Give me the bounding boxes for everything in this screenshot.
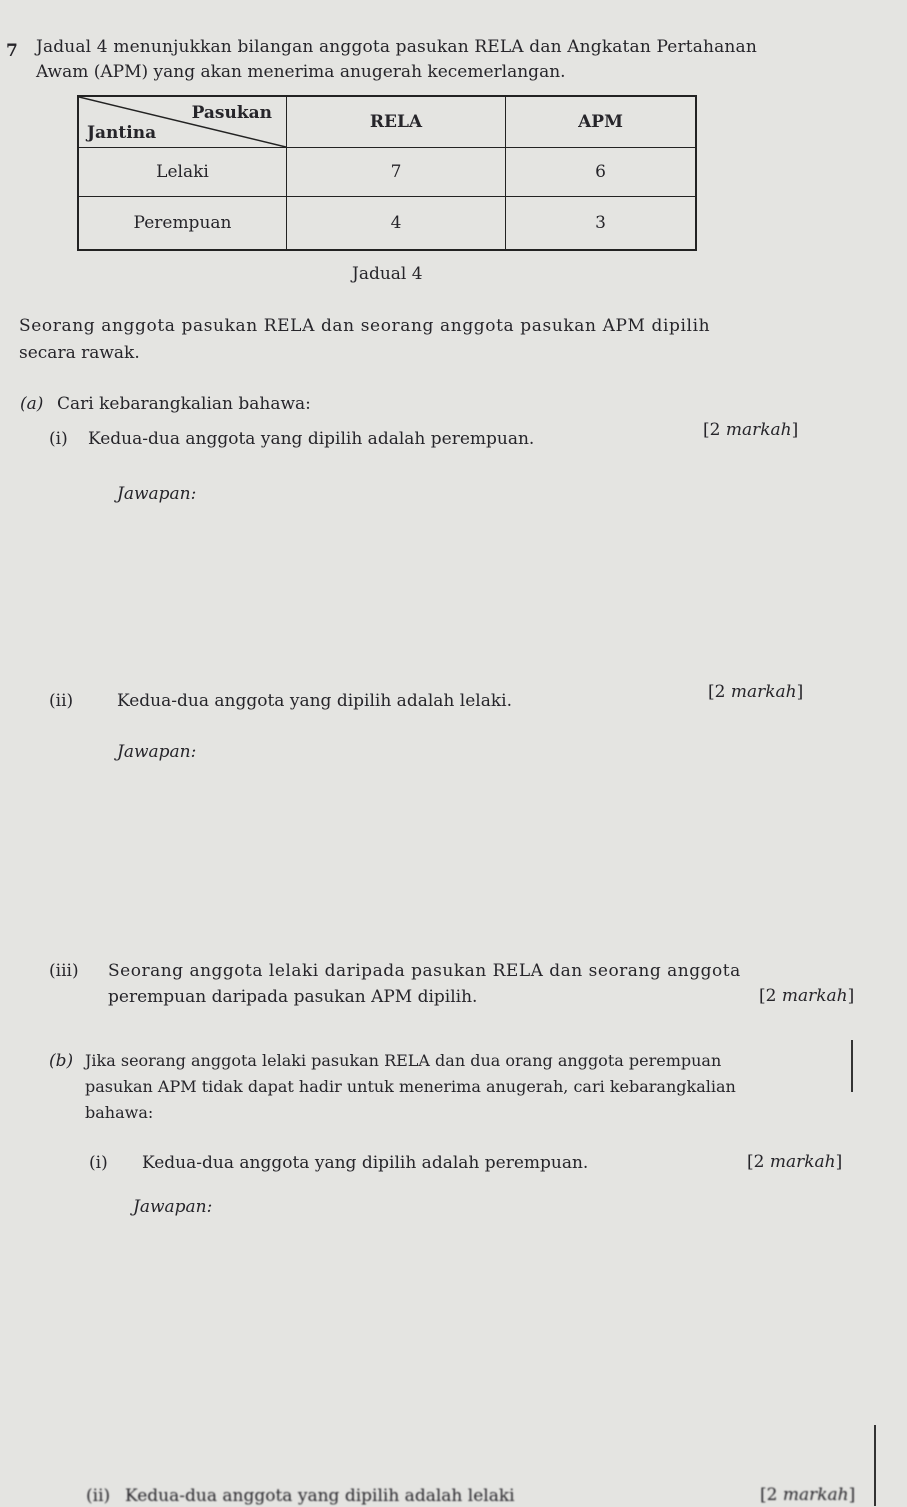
- part-a-iii-line1: Seorang anggota lelaki daripada pasukan RELA dan seorang anggota: [108, 961, 741, 981]
- part-b-i-number: (i): [89, 1153, 108, 1173]
- part-b-i-marks: [2 markah]: [747, 1152, 843, 1172]
- question-intro-line1: Jadual 4 menunjukkan bilangan anggota pasukan RELA dan Angkatan Pertahanan: [36, 37, 757, 57]
- page-edge-mark: [874, 1425, 876, 1506]
- part-a-ii-number: (ii): [49, 691, 74, 711]
- data-table: [77, 95, 697, 251]
- table-row: [78, 148, 696, 197]
- part-b-i-answer-label: Jawapan:: [133, 1197, 213, 1217]
- part-a-i-marks: [2 markah]: [703, 420, 799, 440]
- row-label-lelaki: Lelaki: [78, 148, 287, 197]
- part-a-i-text: Kedua-dua anggota yang dipilih adalah perempuan.: [88, 429, 535, 449]
- table-header-row: [78, 96, 696, 148]
- corner-label-jantina: Jantina: [87, 123, 157, 143]
- col-header-apm: APM: [506, 96, 696, 148]
- part-a-text: Cari kebarangkalian bahawa:: [57, 394, 311, 414]
- part-a-iii-marks: [2 markah]: [759, 986, 855, 1006]
- corner-label-pasukan: Pasukan: [191, 103, 272, 123]
- table-row: [78, 197, 696, 251]
- part-b-ii-marks: [2 markah]: [760, 1485, 856, 1505]
- part-b-line3: bahawa:: [85, 1103, 154, 1122]
- part-b-i-text: Kedua-dua anggota yang dipilih adalah perempuan.: [142, 1153, 589, 1173]
- statement-line2: secara rawak.: [19, 343, 140, 363]
- part-a-ii-text: Kedua-dua anggota yang dipilih adalah lelaki.: [117, 691, 512, 711]
- col-header-rela: RELA: [287, 96, 506, 148]
- part-b-ii-number: (ii): [86, 1486, 111, 1506]
- question-intro-line2: Awam (APM) yang akan menerima anugerah kecemerlangan.: [36, 62, 566, 82]
- cell-perempuan-rela: 4: [287, 197, 506, 251]
- table-caption: Jadual 4: [352, 264, 423, 284]
- part-a-ii-answer-label: Jawapan:: [117, 742, 197, 762]
- part-a-iii-number: (iii): [49, 961, 79, 981]
- part-b-ii-text: Kedua-dua anggota yang dipilih adalah lelaki: [125, 1486, 515, 1506]
- cell-perempuan-apm: 3: [506, 197, 696, 251]
- table-corner-cell: [78, 96, 287, 148]
- part-a-label: (a): [20, 394, 44, 414]
- part-b-line1: Jika seorang anggota lelaki pasukan RELA dan dua orang anggota perempuan: [85, 1051, 722, 1070]
- cell-lelaki-apm: 6: [506, 148, 696, 197]
- part-a-i-number: (i): [49, 429, 68, 449]
- part-a-ii-marks: [2 markah]: [708, 682, 804, 702]
- statement-line1: Seorang anggota pasukan RELA dan seorang anggota pasukan APM dipilih: [19, 316, 711, 336]
- part-a-iii-line2: perempuan daripada pasukan APM dipilih.: [108, 987, 478, 1007]
- cell-lelaki-rela: 7: [287, 148, 506, 197]
- question-number: 7: [6, 41, 18, 61]
- part-b-line2: pasukan APM tidak dapat hadir untuk menerima anugerah, cari kebarangkalian: [85, 1077, 736, 1096]
- part-a-i-answer-label: Jawapan:: [117, 484, 197, 504]
- row-label-perempuan: Perempuan: [78, 197, 287, 251]
- part-b-label: (b): [49, 1051, 74, 1071]
- page-edge-mark: [851, 1040, 853, 1092]
